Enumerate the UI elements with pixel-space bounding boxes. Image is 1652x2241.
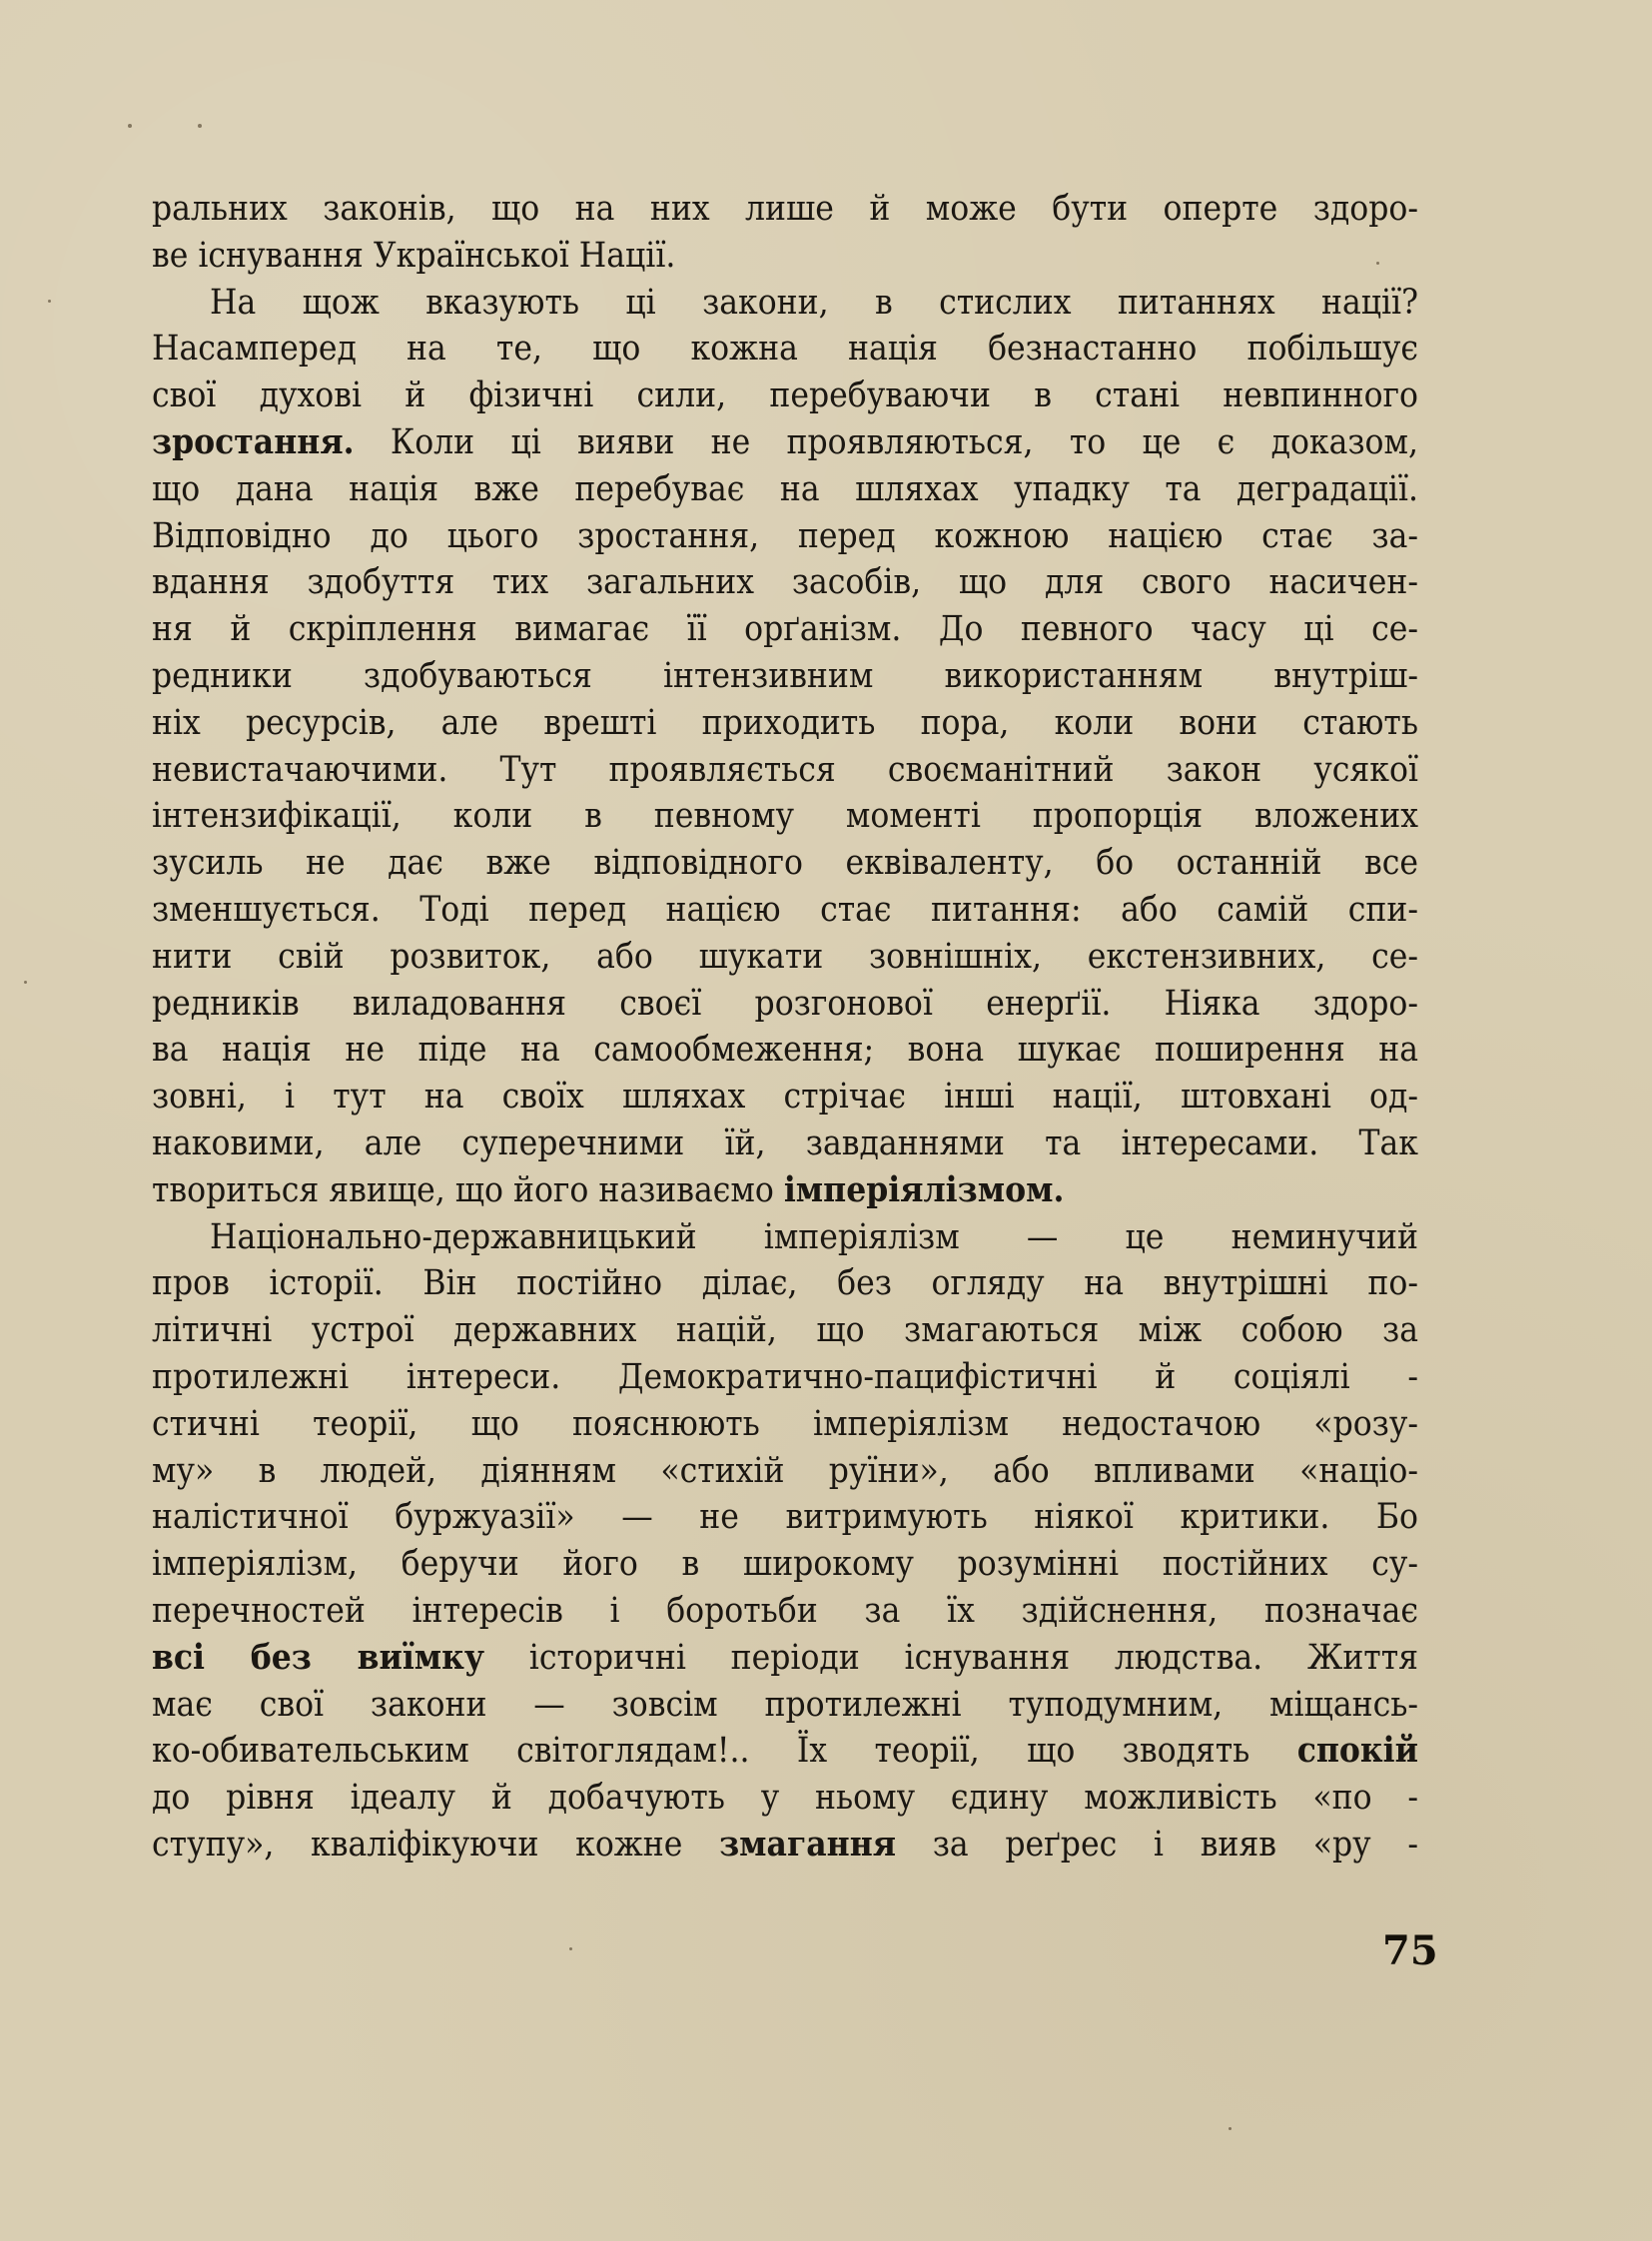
text-line bbox=[152, 1822, 1418, 1868]
text-span: інтензифікації, коли в певному моменті пропорція вложених bbox=[152, 796, 1418, 837]
text-span: пров історії. Він постійно ділає, без огляду на внутрішні по- bbox=[152, 1263, 1418, 1304]
text-span: Насамперед на те, що кожна нація безнастанно побільшує bbox=[152, 329, 1418, 370]
text-span: літичні устрої державних націй, що змагаються між собою за bbox=[152, 1310, 1418, 1351]
text-line bbox=[152, 1214, 1418, 1261]
text-line bbox=[152, 1635, 1418, 1682]
text-span: наковими, але суперечними їй, завданнями та інтересами. Так bbox=[152, 1122, 1418, 1163]
text-line bbox=[152, 1354, 1418, 1401]
text-line bbox=[152, 1494, 1418, 1541]
text-span: редники здобуваються інтензивним використанням внутріш- bbox=[152, 655, 1418, 696]
text-span: редників виладовання своєї розгонової енерґії. Ніяка здоро- bbox=[152, 983, 1418, 1024]
text-span: ва нація не піде на самообмеження; вона шукає поширення на bbox=[152, 1030, 1418, 1071]
bold-text: змагання bbox=[719, 1823, 897, 1865]
text-span: ніх ресурсів, але врешті приходить пора, коли вони стають bbox=[152, 702, 1418, 743]
text-line bbox=[152, 1728, 1418, 1775]
bold-text: спокій bbox=[1296, 1730, 1418, 1772]
text-span: вдання здобуття тих загальних засобів, що для свого насичен- bbox=[152, 562, 1418, 603]
paper-speck bbox=[48, 300, 51, 303]
text-line bbox=[152, 1588, 1418, 1635]
bold-text: зростання. bbox=[152, 420, 355, 462]
text-line bbox=[152, 700, 1418, 747]
text-span: перечностей інтересів і боротьби за їх здійснення, позначає bbox=[152, 1590, 1418, 1631]
text-line bbox=[152, 981, 1418, 1028]
text-span: історичні періоди існування людства. Життя bbox=[484, 1637, 1418, 1678]
text-line bbox=[152, 934, 1418, 981]
text-line bbox=[152, 233, 675, 280]
paper-speck bbox=[128, 124, 132, 128]
text-span: Коли ці вияви не проявляються, то це є доказом, bbox=[354, 421, 1418, 462]
text-line bbox=[152, 1401, 1418, 1448]
paper-speck bbox=[569, 1947, 572, 1950]
text-span: нити свій розвиток, або шукати зовнішніх, екстензивних, се- bbox=[152, 936, 1418, 977]
text-span: імперіялізм, беручи його в широкому розумінні постійних су- bbox=[152, 1544, 1418, 1585]
paper-speck bbox=[198, 124, 202, 128]
text-line bbox=[152, 1167, 1064, 1214]
bold-text: імперіялізмом. bbox=[783, 1168, 1065, 1210]
text-span: Відповідно до цього зростання, перед кожною нацією стає за- bbox=[152, 515, 1418, 556]
text-line bbox=[152, 1027, 1418, 1074]
text-line bbox=[152, 1775, 1418, 1822]
text-span: ве існування Української Нації. bbox=[152, 235, 676, 276]
paper-speck bbox=[1376, 262, 1379, 265]
text-span: Національно-державницький імперіялізм — це неминучий bbox=[210, 1216, 1418, 1257]
text-span: що дана нація вже перебуває на шляхах упадку та деградації. bbox=[152, 468, 1418, 509]
text-line bbox=[152, 747, 1418, 794]
text-line bbox=[152, 466, 1418, 513]
text-span: ко-обивательським світоглядам!.. Їх теорії, що зводять bbox=[152, 1731, 1297, 1772]
text-line bbox=[152, 1260, 1418, 1307]
text-line bbox=[152, 606, 1418, 653]
text-span: протилежні інтереси. Демократично-пацифістичні й соціялі - bbox=[152, 1356, 1418, 1397]
text-line bbox=[152, 419, 1418, 466]
text-span: На щож вказують ці закони, в стислих питаннях нації? bbox=[210, 282, 1418, 323]
text-line bbox=[152, 1448, 1418, 1495]
text-line bbox=[152, 653, 1418, 700]
text-span: зусиль не дає вже відповідного еквіваленту, бо останній все bbox=[152, 843, 1418, 884]
text-line bbox=[152, 513, 1418, 560]
text-line bbox=[152, 1307, 1418, 1354]
text-line bbox=[152, 840, 1418, 887]
text-line bbox=[152, 326, 1418, 373]
text-line bbox=[152, 1541, 1418, 1588]
text-span: му» в людей, діянням «стихій руїни», або впливами «націо- bbox=[152, 1450, 1418, 1491]
text-span: свої духові й фізичні сили, перебуваючи в стані невпинного bbox=[152, 375, 1418, 416]
text-span: невистачаючими. Тут проявляється своєманітний закон усякої bbox=[152, 749, 1418, 790]
paragraph bbox=[152, 1214, 1418, 1868]
text-span: ральних законів, що на них лише й може бути оперте здоро- bbox=[152, 189, 1418, 229]
text-line bbox=[152, 186, 1418, 233]
text-span: твориться явище, що його називаємо bbox=[152, 1169, 784, 1210]
text-line bbox=[152, 793, 1418, 840]
text-line bbox=[152, 1074, 1418, 1120]
text-span: має свої закони — зовсім протилежні туподумним, міщансь- bbox=[152, 1684, 1418, 1725]
text-span: ня й скріплення вимагає її орґанізм. До певного часу ці се- bbox=[152, 609, 1418, 650]
text-span: налістичної буржуазії» — не витримують ніякої критики. Бо bbox=[152, 1497, 1418, 1538]
text-span: за реґрес і вияв «ру - bbox=[896, 1824, 1418, 1865]
book-page-text bbox=[152, 186, 1418, 1868]
text-span: зовні, і тут на своїх шляхах стрічає інші нації, штовхані од- bbox=[152, 1077, 1418, 1118]
text-line bbox=[152, 559, 1418, 606]
text-span: ступу», кваліфікуючи кожне bbox=[152, 1824, 720, 1865]
text-line bbox=[152, 1120, 1418, 1167]
text-line bbox=[152, 1682, 1418, 1729]
paper-speck bbox=[24, 981, 27, 984]
paper-speck bbox=[1229, 2127, 1232, 2130]
text-span: до рівня ідеалу й добачують у ньому єдину можливість «по - bbox=[152, 1778, 1418, 1819]
page-number: 75 bbox=[1382, 1927, 1438, 1974]
paragraph bbox=[152, 186, 1418, 280]
text-line bbox=[152, 887, 1418, 934]
text-line bbox=[152, 280, 1418, 327]
text-span: стичні теорії, що пояснюють імперіялізм недостачою «розу- bbox=[152, 1403, 1418, 1444]
paragraph bbox=[152, 280, 1418, 1214]
text-line bbox=[152, 373, 1418, 419]
bold-text: всі без виїмку bbox=[152, 1636, 485, 1678]
text-span: зменшується. Тоді перед нацією стає питання: або самій спи- bbox=[152, 889, 1418, 930]
